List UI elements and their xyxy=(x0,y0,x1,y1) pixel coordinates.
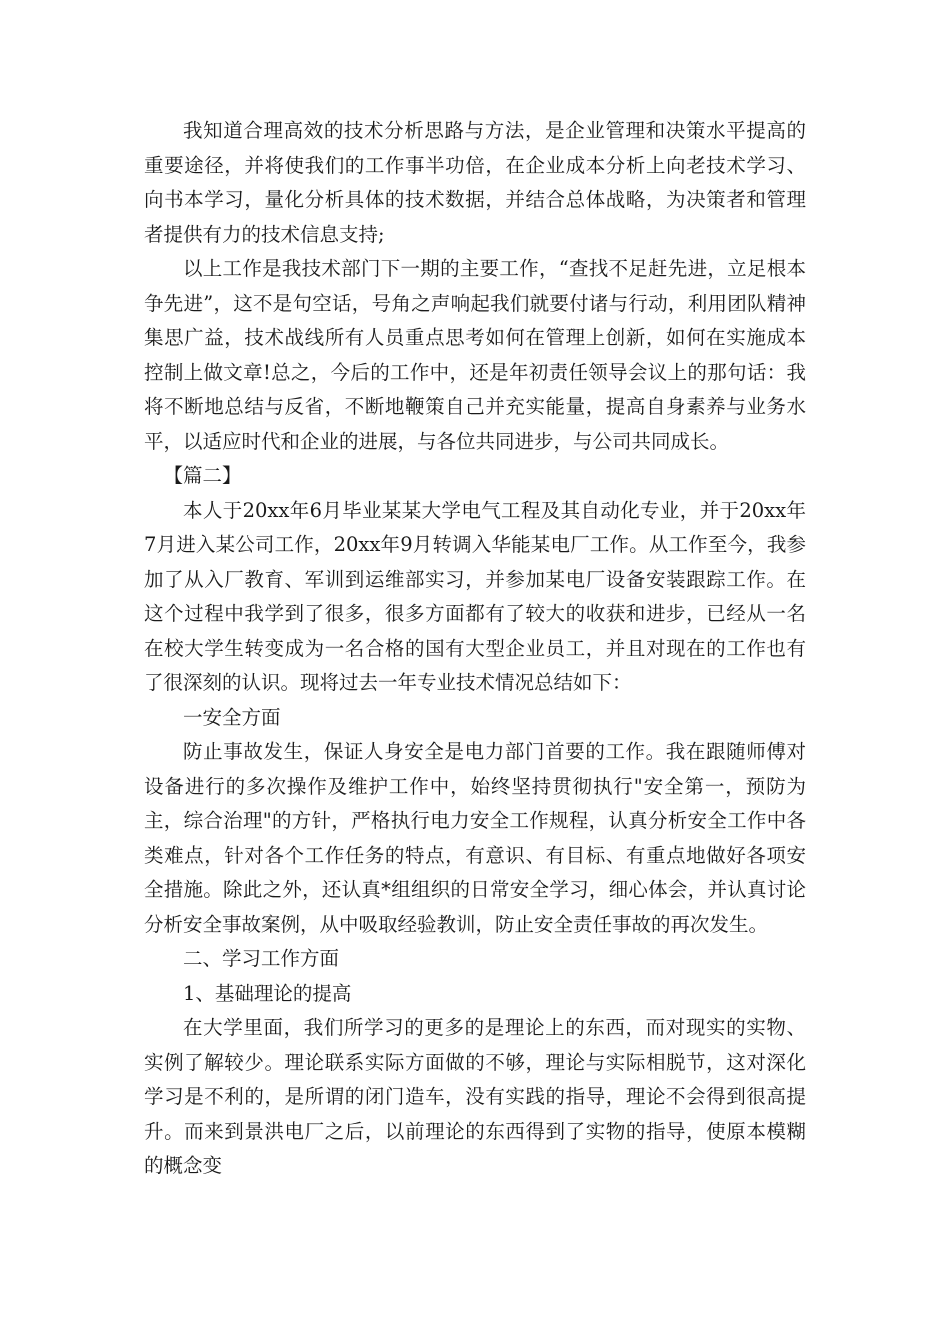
section-title-part-two: 【篇二】 xyxy=(163,464,242,487)
paragraph-personal-background: 本人于20xx年6月毕业某某大学电气工程及其自动化专业，并于20xx年7月进入某公司工作，20xx年9月转调入华能某电厂工作。从工作至今，我参加了从入厂教育、军训到运维部实习，并参加某电厂设备安装跟踪工作。在这个过程中我学到了很多，很多方面都有了较大的收获和进步，已经从一名在校大学生转变成为一名合格的国有大型企业员工，并且对现在的工作也有了很深刻的认识。现将过去一年专业技术情况总结如下： xyxy=(144,498,806,694)
paragraph-basic-theory: 在大学里面，我们所学习的更多的是理论上的东西，而对现实的实物、实例了解较少。理论联系实际方面做的不够，理论与实际相脱节，这对深化学习是不利的，是所谓的闭门造车，没有实践的指导，理论不会得到很高提升。而来到景洪电厂之后，以前理论的东西得到了实物的指导，使原本模糊的概念变 xyxy=(144,1016,806,1177)
heading-safety: 一安全方面 xyxy=(183,705,281,729)
document-page xyxy=(144,114,806,1184)
paragraph-technical-analysis: 我知道合理高效的技术分析思路与方法，是企业管理和决策水平提高的重要途径，并将使我们的工作事半功倍，在企业成本分析上向老技术学习、向书本学习，量化分析具体的技术数据，并结合总体战略，为决策者和管理者提供有力的技术信息支持; xyxy=(144,119,806,246)
paragraph-future-work: 以上工作是我技术部门下一期的主要工作，“查找不足赶先进，立足根本争先进”，这不是句空话，号角之声响起我们就要付诸与行动，利用团队精神集思广益，技术战线所有人员重点思考如何在管理上创新，如何在实施成本控制上做文章!总之，今后的工作中，还是年初责任领导会议上的那句话：我将不断地总结与反省，不断地鞭策自己并充实能量，提高自身素养与业务水平，以适应时代和企业的进展，与各位共同进步，与公司共同成长。 xyxy=(144,257,806,453)
paragraph-safety: 防止事故发生，保证人身安全是电力部门首要的工作。我在跟随师傅对设备进行的多次操作及维护工作中，始终坚持贯彻执行"安全第一，预防为主，综合治理"的方针，严格执行电力安全工作规程，认真分析安全工作中各类难点，针对各个工作任务的特点，有意识、有目标、有重点地做好各项安全措施。除此之外，还认真*组组织的日常安全学习，细心体会，并认真讨论分析安全事故案例，从中吸取经验教训，防止安全责任事故的再次发生。 xyxy=(144,740,806,936)
heading-study-work: 二、学习工作方面 xyxy=(183,947,340,970)
heading-basic-theory: 1、基础理论的提高 xyxy=(183,981,352,1005)
